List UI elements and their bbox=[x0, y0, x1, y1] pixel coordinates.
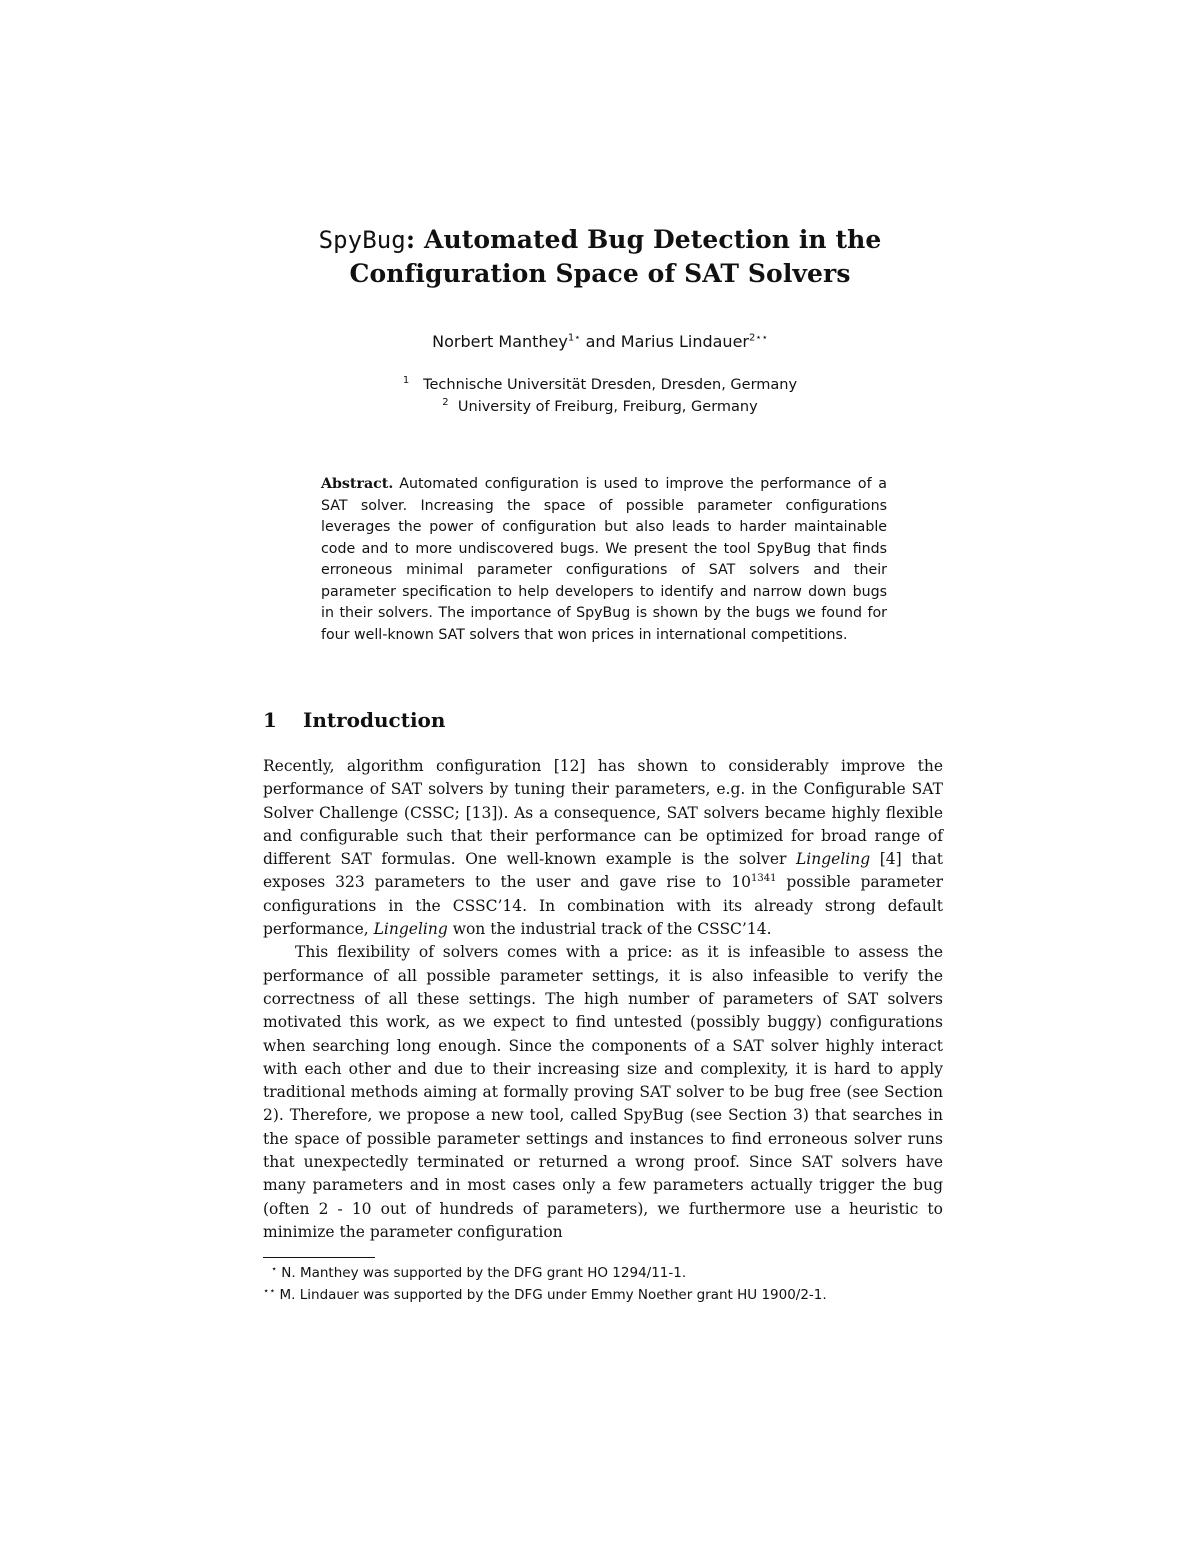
footnote-1-text: N. Manthey was supported by the DFG grant HO 1294/11-1. bbox=[281, 1265, 687, 1281]
abstract bbox=[321, 474, 887, 646]
affiliation-2-mark: 2 bbox=[442, 397, 449, 409]
paragraph-1 bbox=[263, 755, 943, 941]
affiliation-2-text: University of Freiburg, Freiburg, Germany bbox=[457, 399, 758, 415]
footnote-divider bbox=[263, 1257, 375, 1258]
author-separator: and bbox=[580, 332, 621, 351]
affiliation-1 bbox=[240, 375, 960, 395]
paragraph-1-part-3: possible parameter configurations in the CSSC’14. In combination with its already strong default performance, bbox=[263, 873, 943, 939]
paragraph-1-part-4: won the industrial track of the CSSC’14. bbox=[447, 920, 772, 939]
affiliation-2 bbox=[240, 397, 960, 417]
author-2-mark: 2⋆⋆ bbox=[748, 332, 768, 344]
solver-name-lingeling-2: Lingeling bbox=[373, 920, 448, 939]
section-title: Introduction bbox=[303, 708, 446, 732]
paragraph-1-part-1: Recently, algorithm configuration [12] has shown to considerably improve the performance of SAT solvers by tuning their parameters, e.g. in the Configurable SAT Solver Challenge (CSSC; [13]). As a consequence, SAT solvers became highly flexible and configurable such that their performance can be optimized for broad range of different SAT formulas. One well-known example is the solver bbox=[263, 757, 943, 869]
paper-title-line-1 bbox=[240, 222, 960, 258]
author-1-name: Norbert Manthey bbox=[432, 332, 568, 351]
solver-name-lingeling-1: Lingeling bbox=[796, 850, 871, 869]
author-line bbox=[240, 330, 960, 354]
footnote-1-mark: ⋆ bbox=[271, 1263, 278, 1275]
paragraph-1-part-2: [4] that exposes 323 parameters to the user and gave rise to 10 bbox=[263, 850, 943, 892]
introduction-body bbox=[263, 755, 943, 1244]
abstract-text: Automated configuration is used to improve the performance of a SAT solver. Increasing the space of possible parameter configurations leverages the power of configuration but also leads to harder maintainable code and to more undiscovered bugs. We present the tool SpyBug that finds erroneous minimal parameter configurations of SAT solvers and their parameter specification to help developers to identify and narrow down bugs in their solvers. The importance of SpyBug is shown by the bugs we found for four well-known SAT solvers that won prices in international competitions. bbox=[321, 476, 887, 643]
paper-title-line-2: Configuration Space of SAT Solvers bbox=[349, 259, 851, 288]
affiliation-1-text: Technische Universität Dresden, Dresden, Germany bbox=[423, 377, 798, 393]
footnote-2-text: M. Lindauer was supported by the DFG under Emmy Noether grant HU 1900/2-1. bbox=[279, 1287, 827, 1303]
paragraph-2: This flexibility of solvers comes with a price: as it is infeasible to assess the performance of all possible parameter settings, it is also infeasible to verify the correctness of all these settings. The high number of parameters of SAT solvers motivated this work, as we expect to find untested (possibly buggy) configurations when searching long enough. Since the components of a SAT solver highly interact with each other and due to their increasing size and complexity, it is hard to apply traditional methods aiming at formally proving SAT solver to be bug free (see Section 2). Therefore, we propose a new tool, called SpyBug (see Section 3) that searches in the space of possible parameter settings and instances to find erroneous solver runs that unexpectedly terminated or returned a wrong proof. Since SAT solvers have many parameters and in most cases only a few parameters actually trigger the bug (often 2 - 10 out of hundreds of parameters), we furthermore use a heuristic to minimize the parameter configuration bbox=[263, 943, 943, 1241]
abstract-label: Abstract. bbox=[321, 476, 394, 492]
author-1-mark: 1⋆ bbox=[567, 332, 581, 344]
tool-name: SpyBug bbox=[318, 226, 406, 254]
footnote-1 bbox=[263, 1263, 963, 1283]
section-heading bbox=[263, 705, 943, 735]
section-number: 1 bbox=[263, 708, 277, 732]
affiliation-1-mark: 1 bbox=[402, 375, 410, 387]
footnote-2-mark: ⋆⋆ bbox=[263, 1285, 276, 1297]
configuration-count-exponent: 1341 bbox=[751, 873, 777, 885]
footnote-2 bbox=[263, 1285, 963, 1305]
author-2-name: Marius Lindauer bbox=[620, 332, 749, 351]
title-rest: : Automated Bug Detection in the bbox=[405, 225, 882, 254]
